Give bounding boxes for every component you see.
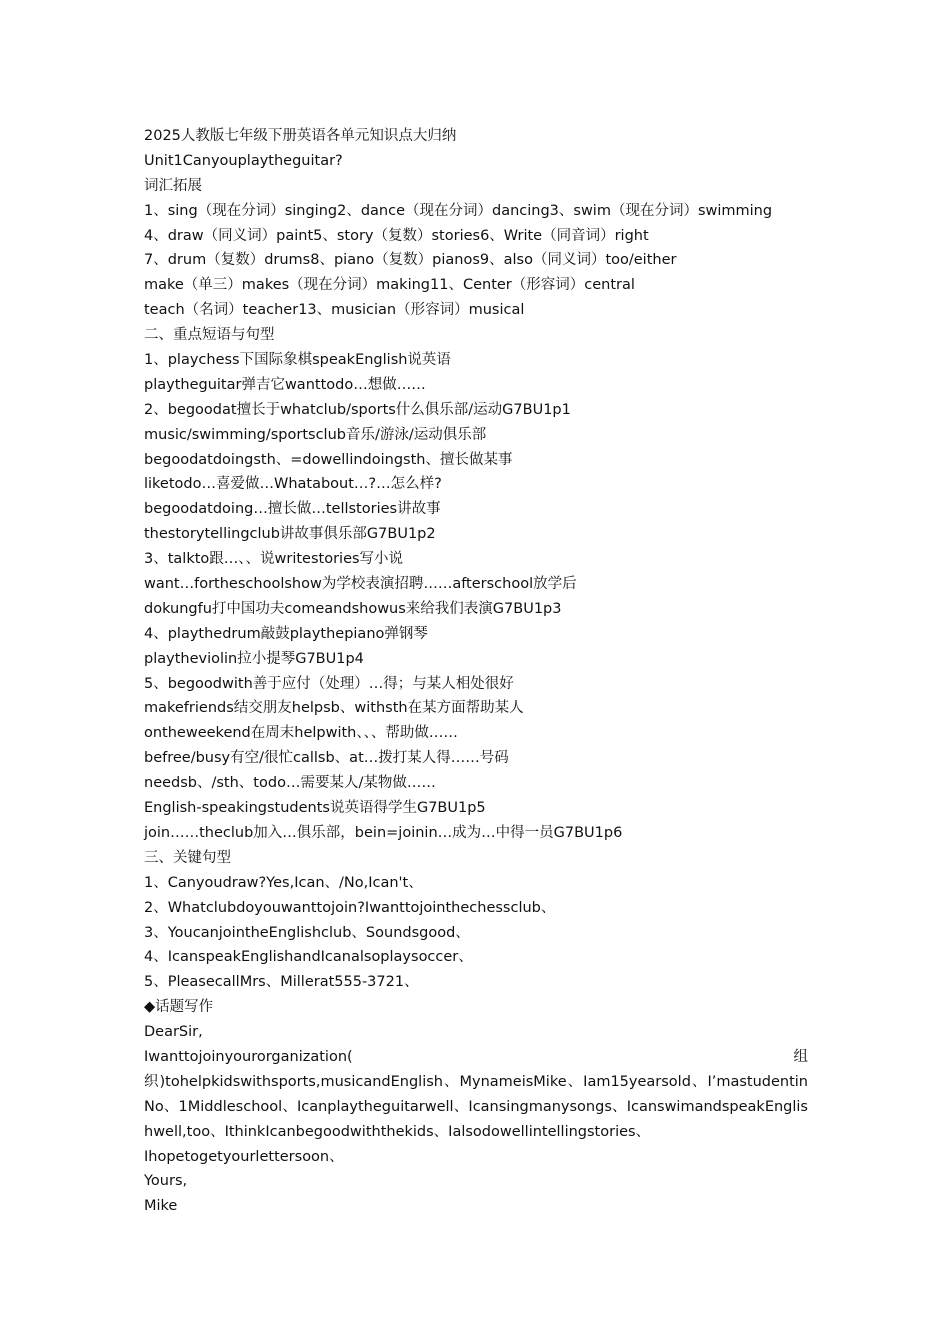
writing-heading: ◆话题写作	[144, 999, 214, 1016]
vocab-line: 4、draw（同义词）paint5、story（复数）stories6、Write（同音词）right	[144, 227, 649, 244]
phrase-line: thestorytellingclub讲故事俱乐部G7BU1p2	[144, 526, 436, 543]
phrase-line: English-speakingstudents说英语得学生G7BU1p5	[144, 800, 486, 817]
letter-signature: Mike	[144, 1198, 178, 1215]
phrase-line: join……theclub加入…俱乐部，bein=joinin…成为…中得一员G7BU1p6	[144, 824, 623, 841]
letter-closing-line: Ihopetogetyourlettersoon、	[144, 1148, 344, 1165]
phrase-line: liketodo…喜爱做…Whatabout…?…怎么样?	[144, 476, 442, 493]
vocab-line: teach（名词）teacher13、musician（形容词）musical	[144, 302, 525, 319]
vocab-line: 1、sing（现在分词）singing2、dance（现在分词）dancing3、swim（现在分词）swimming	[144, 202, 773, 219]
sentence-line: 2、Whatclubdoyouwanttojoin?Iwanttojointhechessclub、	[144, 899, 556, 916]
letter-body: 织)tohelpkidswithsports,musicandEnglish、MynameisMike、Iam15yearsold、I’mastudentinNo、1Middleschool、Icanplaytheguitarwell、Icansingmanysongs、IcanswimandspeakEnglishwell,too、IthinkIcanbegoodwiththekids、Ialsodowellintellingstories、	[144, 1073, 808, 1140]
document-page	[144, 124, 808, 1219]
phrase-line: begoodatdoing…擅长做…tellstories讲故事	[144, 501, 441, 518]
unit-title: Unit1Canyouplaytheguitar?	[144, 152, 343, 169]
phrase-line: want…fortheschoolshow为学校表演招聘……afterschool放学后	[144, 576, 577, 593]
document-title: 2025人教版七年级下册英语各单元知识点大归纳	[144, 128, 457, 144]
letter-greeting: DearSir,	[144, 1024, 203, 1041]
phrase-line: 1、playchess下国际象棋speakEnglish说英语	[144, 352, 451, 369]
phrase-line: needsb、/sth、todo…需要某人/某物做……	[144, 775, 436, 792]
phrase-line: befree/busy有空/很忙callsb、at…拨打某人得……号码	[144, 750, 509, 767]
vocab-line: make（单三）makes（现在分词）making11、Center（形容词）central	[144, 277, 635, 294]
phrase-line: 3、talkto跟…、、说writestories写小说	[144, 551, 404, 568]
phrase-line: 2、begoodat擅长于whatclub/sports什么俱乐部/运动G7BU1p1	[144, 401, 571, 418]
phrase-line: dokungfu打中国功夫comeandshowus来给我们表演G7BU1p3	[144, 600, 562, 617]
phrase-line: 5、begoodwith善于应付（处理）…得；与某人相处很好	[144, 675, 514, 692]
vocab-line: 7、drum（复数）drums8、piano（复数）pianos9、also（同义词）too/either	[144, 252, 677, 269]
phrases-heading: 二、重点短语与句型	[144, 327, 275, 344]
sentence-line: 3、YoucanjointheEnglishclub、Soundsgood、	[144, 924, 470, 941]
phrase-line: playtheguitar弹吉它wanttodo…想做……	[144, 376, 426, 393]
letter-first-line-right: 组	[793, 1048, 808, 1065]
phrase-line: 4、playthedrum敲鼓playthepiano弹钢琴	[144, 625, 428, 642]
sentence-line: 5、PleasecallMrs、Millerat555-3721、	[144, 974, 419, 991]
phrase-line: begoodatdoingsth、=dowellindoingsth、擅长做某事	[144, 451, 513, 468]
sentence-line: 4、IcanspeakEnglishandIcanalsoplaysoccer、	[144, 949, 473, 966]
sentences-heading: 三、关键句型	[144, 849, 231, 866]
vocab-heading: 词汇拓展	[144, 177, 202, 194]
letter-first-line-left: Iwanttojoinyourorganization(	[144, 1048, 353, 1065]
sentence-line: 1、Canyoudraw?Yes,Ican、/No,Ican't、	[144, 874, 423, 891]
letter-first-line	[144, 1045, 808, 1070]
phrase-line: makefriends结交朋友helpsb、withsth在某方面帮助某人	[144, 700, 524, 717]
phrase-line: music/swimming/sportsclub音乐/游泳/运动俱乐部	[144, 426, 487, 443]
letter-signoff: Yours,	[144, 1173, 188, 1190]
phrase-line: ontheweekend在周末helpwith、、、帮助做……	[144, 725, 458, 742]
phrase-line: playtheviolin拉小提琴G7BU1p4	[144, 650, 364, 667]
